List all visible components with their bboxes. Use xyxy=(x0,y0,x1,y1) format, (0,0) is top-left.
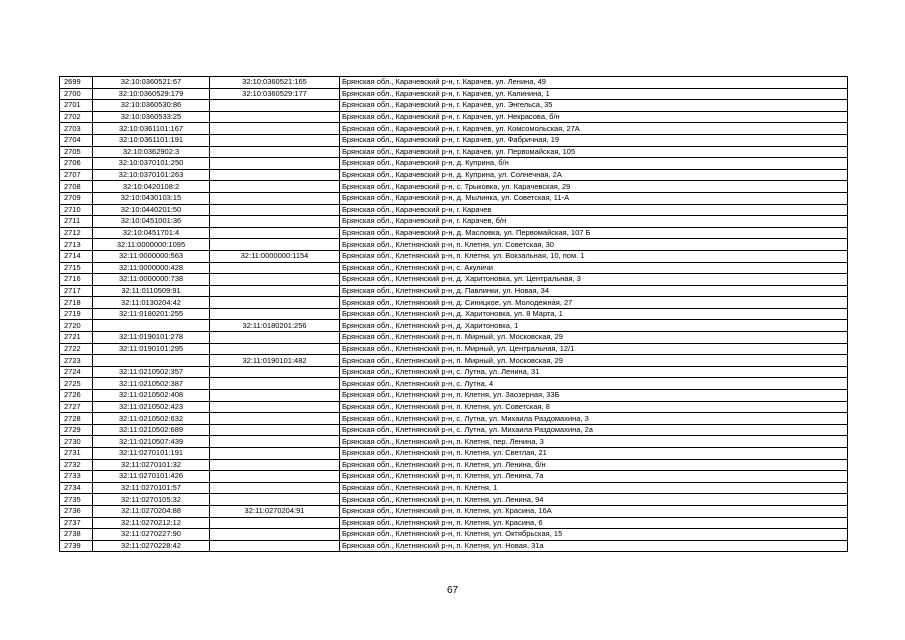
cadastral-number-cell: 32:10:0361101:191 xyxy=(93,134,210,146)
address-cell: Брянская обл., Карачевский р-н, г. Карачев, ул. Калинина, 1 xyxy=(340,88,848,100)
address-cell: Брянская обл., Клетнянский р-н, с. Лутна, ул. Михаила Раздомахина, 2а xyxy=(340,424,848,436)
row-number-cell: 2717 xyxy=(60,285,93,297)
table-row xyxy=(60,505,848,517)
cadastral-number-cell: 32:11:0210502:689 xyxy=(93,424,210,436)
address-cell: Брянская обл., Клетнянский р-н, д. Харитоновка, 1 xyxy=(340,320,848,332)
row-number-cell: 2732 xyxy=(60,459,93,471)
row-number-cell: 2716 xyxy=(60,274,93,286)
related-cadastral-number-cell: 32:11:0000000:1154 xyxy=(210,250,340,262)
related-cadastral-number-cell xyxy=(210,529,340,541)
row-number-cell: 2718 xyxy=(60,297,93,309)
table-row xyxy=(60,227,848,239)
row-number-cell: 2715 xyxy=(60,262,93,274)
related-cadastral-number-cell xyxy=(210,285,340,297)
row-number-cell: 2723 xyxy=(60,355,93,367)
table-row xyxy=(60,320,848,332)
address-cell: Брянская обл., Клетнянский р-н, п. Клетня, ул. Новая, 31а xyxy=(340,540,848,552)
table-row xyxy=(60,100,848,112)
table-row xyxy=(60,262,848,274)
address-cell: Брянская обл., Клетнянский р-н, п. Клетня, ул. Заозерная, 33Б xyxy=(340,390,848,402)
related-cadastral-number-cell xyxy=(210,413,340,425)
cadastral-number-cell xyxy=(93,355,210,367)
page-number: 67 xyxy=(446,585,459,596)
row-number-cell: 2706 xyxy=(60,158,93,170)
cadastral-number-cell: 32:11:0210502:357 xyxy=(93,366,210,378)
related-cadastral-number-cell xyxy=(210,401,340,413)
row-number-cell: 2729 xyxy=(60,424,93,436)
cadastral-number-cell: 32:10:0451001:36 xyxy=(93,216,210,228)
table-row xyxy=(60,413,848,425)
cadastral-number-cell: 32:11:0270212:12 xyxy=(93,517,210,529)
address-cell: Брянская обл., Клетнянский р-н, с. Акуличи xyxy=(340,262,848,274)
row-number-cell: 2720 xyxy=(60,320,93,332)
row-number-cell: 2736 xyxy=(60,505,93,517)
related-cadastral-number-cell xyxy=(210,297,340,309)
address-cell: Брянская обл., Карачевский р-н, д. Масловка, ул. Первомайская, 107 Б xyxy=(340,227,848,239)
related-cadastral-number-cell: 32:10:0360529:177 xyxy=(210,88,340,100)
table-row xyxy=(60,517,848,529)
related-cadastral-number-cell xyxy=(210,111,340,123)
address-cell: Брянская обл., Клетнянский р-н, п. Клетня, пер. Ленина, 3 xyxy=(340,436,848,448)
related-cadastral-number-cell xyxy=(210,436,340,448)
cadastral-number-cell: 32:11:0270101:191 xyxy=(93,448,210,460)
related-cadastral-number-cell xyxy=(210,146,340,158)
address-cell: Брянская обл., Карачевский р-н, г. Карачев xyxy=(340,204,848,216)
cadastral-number-cell: 32:10:0440201:50 xyxy=(93,204,210,216)
table-row xyxy=(60,448,848,460)
address-cell: Брянская обл., Карачевский р-н, г. Карачев, ул. Энгельса, 35 xyxy=(340,100,848,112)
row-number-cell: 2734 xyxy=(60,482,93,494)
table-row xyxy=(60,146,848,158)
related-cadastral-number-cell xyxy=(210,366,340,378)
row-number-cell: 2712 xyxy=(60,227,93,239)
related-cadastral-number-cell xyxy=(210,494,340,506)
cadastral-number-cell: 32:10:0360530:86 xyxy=(93,100,210,112)
related-cadastral-number-cell: 32:11:0190101:482 xyxy=(210,355,340,367)
cadastral-number-cell: 32:11:0270228:42 xyxy=(93,540,210,552)
table-row xyxy=(60,285,848,297)
cadastral-number-cell: 32:10:0360521:67 xyxy=(93,77,210,89)
address-cell: Брянская обл., Клетнянский р-н, п. Клетня, 1 xyxy=(340,482,848,494)
row-number-cell: 2735 xyxy=(60,494,93,506)
table-row xyxy=(60,123,848,135)
table-row xyxy=(60,378,848,390)
address-cell: Брянская обл., Карачевский р-н, г. Карачев, ул. Комсомольская, 27А xyxy=(340,123,848,135)
cadastral-number-cell: 32:11:0130204:42 xyxy=(93,297,210,309)
address-cell: Брянская обл., Клетнянский р-н, д. Синицкое, ул. Молодежная, 27 xyxy=(340,297,848,309)
cadastral-number-cell: 32:11:0110509:91 xyxy=(93,285,210,297)
related-cadastral-number-cell xyxy=(210,181,340,193)
address-cell: Брянская обл., Клетнянский р-н, п. Клетня, ул. Ленина, 94 xyxy=(340,494,848,506)
row-number-cell: 2710 xyxy=(60,204,93,216)
row-number-cell: 2724 xyxy=(60,366,93,378)
cadastral-number-cell: 32:11:0270227:90 xyxy=(93,529,210,541)
row-number-cell: 2722 xyxy=(60,343,93,355)
cadastral-number-cell: 32:10:0420108:2 xyxy=(93,181,210,193)
row-number-cell: 2701 xyxy=(60,100,93,112)
related-cadastral-number-cell xyxy=(210,134,340,146)
related-cadastral-number-cell xyxy=(210,390,340,402)
address-cell: Брянская обл., Клетнянский р-н, с. Лутна, 4 xyxy=(340,378,848,390)
cadastral-number-cell: 32:10:0360529:179 xyxy=(93,88,210,100)
address-cell: Брянская обл., Клетнянский р-н, п. Клетня, ул. Красина, 6 xyxy=(340,517,848,529)
address-cell: Брянская обл., Клетнянский р-н, п. Клетня, ул. Ленина, 7а xyxy=(340,471,848,483)
row-number-cell: 2711 xyxy=(60,216,93,228)
cadastral-number-cell: 32:11:0000000:428 xyxy=(93,262,210,274)
address-cell: Брянская обл., Карачевский р-н, г. Карачев, ул. Ленина, 49 xyxy=(340,77,848,89)
row-number-cell: 2727 xyxy=(60,401,93,413)
related-cadastral-number-cell xyxy=(210,459,340,471)
table-row xyxy=(60,158,848,170)
related-cadastral-number-cell xyxy=(210,192,340,204)
row-number-cell: 2739 xyxy=(60,540,93,552)
address-cell: Брянская обл., Клетнянский р-н, п. Мирный, ул. Центральная, 12/1 xyxy=(340,343,848,355)
related-cadastral-number-cell xyxy=(210,540,340,552)
cadastral-number-cell: 32:11:0270101:426 xyxy=(93,471,210,483)
address-cell: Брянская обл., Клетнянский р-н, с. Лутна, ул. Михаила Раздомахина, 3 xyxy=(340,413,848,425)
row-number-cell: 2733 xyxy=(60,471,93,483)
table-row xyxy=(60,274,848,286)
related-cadastral-number-cell xyxy=(210,482,340,494)
related-cadastral-number-cell xyxy=(210,239,340,251)
cadastral-number-cell: 32:11:0210502:408 xyxy=(93,390,210,402)
cadastral-number-cell: 32:11:0270101:57 xyxy=(93,482,210,494)
cadastral-number-cell: 32:11:0270105:32 xyxy=(93,494,210,506)
related-cadastral-number-cell xyxy=(210,332,340,344)
address-cell: Брянская обл., Клетнянский р-н, д. Харитоновка, ул. Центральная, 3 xyxy=(340,274,848,286)
address-cell: Брянская обл., Клетнянский р-н, п. Клетня, ул. Советская, 30 xyxy=(340,239,848,251)
row-number-cell: 2703 xyxy=(60,123,93,135)
address-cell: Брянская обл., Клетнянский р-н, п. Клетня, ул. Вокзальная, 10, пом. 1 xyxy=(340,250,848,262)
table-row xyxy=(60,332,848,344)
related-cadastral-number-cell xyxy=(210,100,340,112)
row-number-cell: 2704 xyxy=(60,134,93,146)
address-cell: Брянская обл., Карачевский р-н, г. Карачев, б/н xyxy=(340,216,848,228)
cadastral-number-cell: 32:11:0000000:738 xyxy=(93,274,210,286)
address-cell: Брянская обл., Карачевский р-н, г. Карачев, ул. Фабричная, 19 xyxy=(340,134,848,146)
table-row xyxy=(60,540,848,552)
related-cadastral-number-cell xyxy=(210,158,340,170)
table-row xyxy=(60,181,848,193)
row-number-cell: 2721 xyxy=(60,332,93,344)
row-number-cell: 2709 xyxy=(60,192,93,204)
table-row xyxy=(60,482,848,494)
row-number-cell: 2737 xyxy=(60,517,93,529)
row-number-cell: 2713 xyxy=(60,239,93,251)
row-number-cell: 2738 xyxy=(60,529,93,541)
table-row xyxy=(60,471,848,483)
address-cell: Брянская обл., Клетнянский р-н, д. Харитоновка, ул. 8 Марта, 1 xyxy=(340,308,848,320)
related-cadastral-number-cell xyxy=(210,262,340,274)
address-cell: Брянская обл., Карачевский р-н, с. Трыковка, ул. Карачевская, 29 xyxy=(340,181,848,193)
row-number-cell: 2699 xyxy=(60,77,93,89)
address-cell: Брянская обл., Клетнянский р-н, с. Лутна, ул. Ленина, 31 xyxy=(340,366,848,378)
related-cadastral-number-cell xyxy=(210,227,340,239)
related-cadastral-number-cell xyxy=(210,343,340,355)
table-row xyxy=(60,297,848,309)
related-cadastral-number-cell xyxy=(210,123,340,135)
address-cell: Брянская обл., Карачевский р-н, г. Карачев, ул. Некрасова, б/н xyxy=(340,111,848,123)
related-cadastral-number-cell xyxy=(210,308,340,320)
table-row xyxy=(60,424,848,436)
table-row xyxy=(60,204,848,216)
table-row xyxy=(60,239,848,251)
row-number-cell: 2705 xyxy=(60,146,93,158)
related-cadastral-number-cell xyxy=(210,424,340,436)
related-cadastral-number-cell xyxy=(210,216,340,228)
cadastral-number-cell: 32:10:0361101:167 xyxy=(93,123,210,135)
cadastral-number-cell: 32:11:0210502:423 xyxy=(93,401,210,413)
row-number-cell: 2700 xyxy=(60,88,93,100)
row-number-cell: 2731 xyxy=(60,448,93,460)
cadastral-number-cell: 32:10:0362902:3 xyxy=(93,146,210,158)
cadastral-number-cell: 32:11:0270101:32 xyxy=(93,459,210,471)
table-row xyxy=(60,216,848,228)
table-row xyxy=(60,308,848,320)
address-cell: Брянская обл., Клетнянский р-н, п. Клетня, ул. Ленина, б/н xyxy=(340,459,848,471)
row-number-cell: 2728 xyxy=(60,413,93,425)
address-cell: Брянская обл., Клетнянский р-н, п. Клетня, ул. Октябрьская, 15 xyxy=(340,529,848,541)
address-cell: Брянская обл., Клетнянский р-н, п. Мирный, ул. Московская, 29 xyxy=(340,355,848,367)
cadastral-number-cell: 32:11:0210502:632 xyxy=(93,413,210,425)
related-cadastral-number-cell xyxy=(210,204,340,216)
table-row xyxy=(60,77,848,89)
cadastral-number-cell: 32:10:0451701:4 xyxy=(93,227,210,239)
row-number-cell: 2725 xyxy=(60,378,93,390)
cadastral-number-cell: 32:11:0180201:255 xyxy=(93,308,210,320)
row-number-cell: 2726 xyxy=(60,390,93,402)
table-row xyxy=(60,192,848,204)
address-cell: Брянская обл., Клетнянский р-н, п. Клетня, ул. Советская, 8 xyxy=(340,401,848,413)
row-number-cell: 2708 xyxy=(60,181,93,193)
row-number-cell: 2719 xyxy=(60,308,93,320)
address-cell: Брянская обл., Карачевский р-н, г. Карачев, ул. Первомайская, 105 xyxy=(340,146,848,158)
table-row xyxy=(60,459,848,471)
related-cadastral-number-cell xyxy=(210,471,340,483)
row-number-cell: 2707 xyxy=(60,169,93,181)
table-row xyxy=(60,494,848,506)
related-cadastral-number-cell: 32:10:0360521:165 xyxy=(210,77,340,89)
cadastral-number-cell: 32:11:0000000:563 xyxy=(93,250,210,262)
table-row xyxy=(60,88,848,100)
cadastral-number-cell: 32:11:0190101:278 xyxy=(93,332,210,344)
cadastral-number-cell: 32:11:0190101:295 xyxy=(93,343,210,355)
cadastral-number-cell: 32:10:0370101:263 xyxy=(93,169,210,181)
cadastral-number-cell: 32:11:0000000:1095 xyxy=(93,239,210,251)
address-cell: Брянская обл., Клетнянский р-н, п. Клетня, ул. Красина, 16А xyxy=(340,505,848,517)
table-row xyxy=(60,343,848,355)
address-cell: Брянская обл., Карачевский р-н, д. Куприна, б/н xyxy=(340,158,848,170)
address-cell: Брянская обл., Клетнянский р-н, п. Клетня, ул. Светлая, 21 xyxy=(340,448,848,460)
cadastral-number-cell: 32:11:0270204:88 xyxy=(93,505,210,517)
related-cadastral-number-cell: 32:11:0270204:91 xyxy=(210,505,340,517)
address-cell: Брянская обл., Карачевский р-н, д. Мылинка, ул. Советская, 11-А xyxy=(340,192,848,204)
cadastral-number-cell: 32:10:0430103:15 xyxy=(93,192,210,204)
address-cell: Брянская обл., Карачевский р-н, д. Куприна, ул. Солнечная, 2А xyxy=(340,169,848,181)
table-row xyxy=(60,169,848,181)
table-row xyxy=(60,111,848,123)
cadastral-number-cell: 32:10:0360533:25 xyxy=(93,111,210,123)
table-row xyxy=(60,250,848,262)
cadastral-number-cell: 32:10:0370101:250 xyxy=(93,158,210,170)
row-number-cell: 2730 xyxy=(60,436,93,448)
related-cadastral-number-cell xyxy=(210,448,340,460)
table-row xyxy=(60,366,848,378)
related-cadastral-number-cell xyxy=(210,169,340,181)
cadastral-number-cell xyxy=(93,320,210,332)
table-body xyxy=(60,77,848,552)
address-cell: Брянская обл., Клетнянский р-н, п. Мирный, ул. Московская, 29 xyxy=(340,332,848,344)
cadastral-number-cell: 32:11:0210507:439 xyxy=(93,436,210,448)
table-row xyxy=(60,355,848,367)
table-row xyxy=(60,401,848,413)
table-row xyxy=(60,390,848,402)
property-table xyxy=(59,76,848,552)
table-row xyxy=(60,529,848,541)
related-cadastral-number-cell xyxy=(210,274,340,286)
related-cadastral-number-cell xyxy=(210,517,340,529)
row-number-cell: 2714 xyxy=(60,250,93,262)
cadastral-number-cell: 32:11:0210502:387 xyxy=(93,378,210,390)
address-cell: Брянская обл., Клетнянский р-н, д. Павлинки, ул. Новая, 34 xyxy=(340,285,848,297)
related-cadastral-number-cell xyxy=(210,378,340,390)
row-number-cell: 2702 xyxy=(60,111,93,123)
table-row xyxy=(60,134,848,146)
related-cadastral-number-cell: 32:11:0180201:256 xyxy=(210,320,340,332)
table-row xyxy=(60,436,848,448)
